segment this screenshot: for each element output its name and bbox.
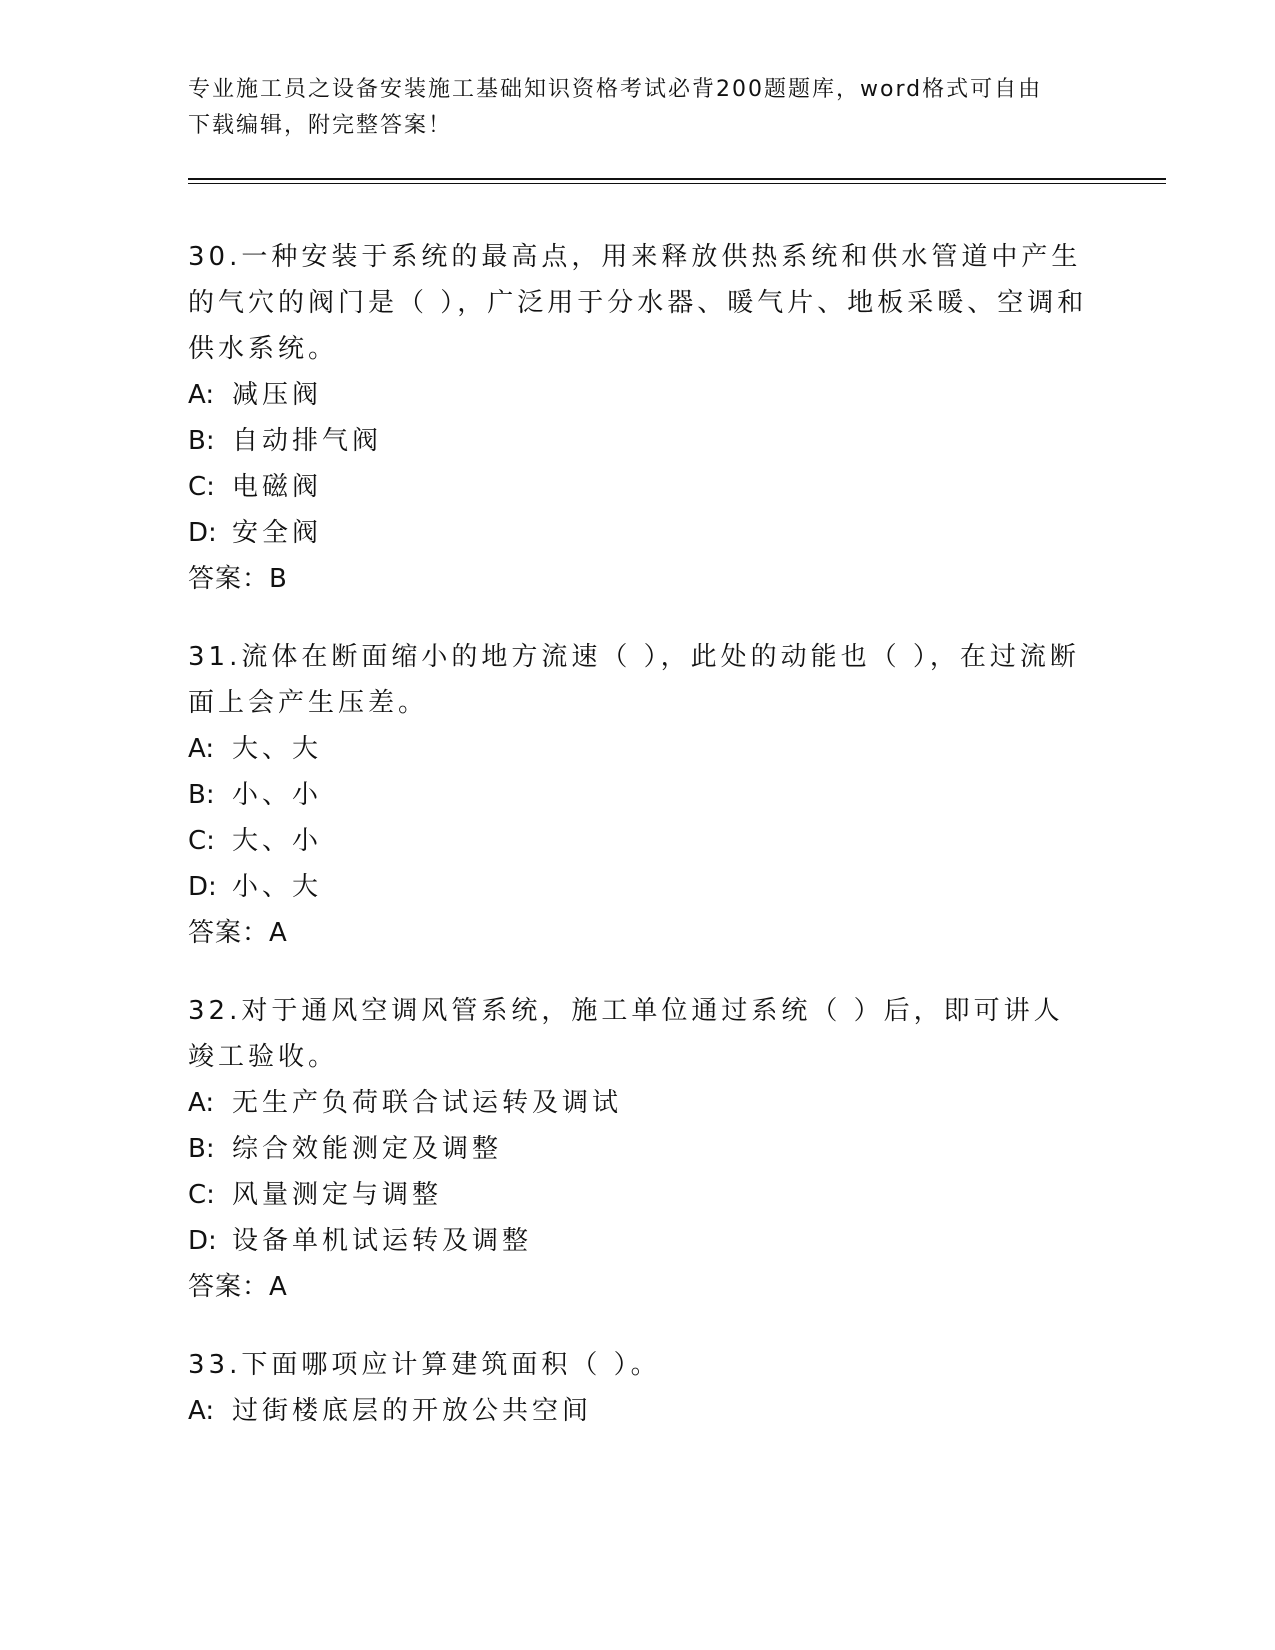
answer-label: 答案：A [188,1272,288,1302]
option-b [188,418,1088,464]
header-divider-thin [188,183,1166,184]
option-text: 无生产负荷联合试运转及调试 [232,1088,623,1118]
option-a [188,726,1088,772]
header-divider-thick [188,178,1166,180]
option-c [188,1172,1088,1218]
option-a [188,1080,1088,1126]
answer-label: 答案：A [188,918,288,948]
option-d [188,864,1088,910]
question-text: 33.下面哪项应计算建筑面积（ ）。 [188,1350,661,1380]
option-a [188,372,1088,418]
option-text: 设备单机试运转及调整 [232,1226,533,1256]
document-header [188,72,1088,144]
option-text: 大、大 [232,734,323,764]
answer-label: 答案：B [188,564,288,594]
option-text: 自动排气阀 [232,426,383,456]
option-letter: A: [188,1088,215,1118]
option-letter: B: [188,780,215,810]
option-letter: B: [188,426,215,456]
option-text: 电磁阀 [232,472,323,502]
option-letter: D: [188,518,217,548]
option-text: 小、大 [232,872,323,902]
question-32 [188,988,1088,1310]
option-b [188,772,1088,818]
question-33 [188,1342,1088,1434]
option-c [188,464,1088,510]
option-letter: D: [188,1226,217,1256]
option-text: 综合效能测定及调整 [232,1134,503,1164]
option-letter: C: [188,1180,215,1210]
question-text: 32.对于通风空调风管系统，施工单位通过系统（ ）后，即可讲人竣工验收。 [188,996,1064,1072]
option-d [188,510,1088,556]
header-line-2: 下载编辑，附完整答案！ [188,113,453,138]
option-text: 小、小 [232,780,323,810]
option-a [188,1388,1088,1434]
option-text: 安全阀 [232,518,323,548]
option-letter: C: [188,472,215,502]
option-text: 过街楼底层的开放公共空间 [232,1396,593,1426]
option-text: 减压阀 [232,380,323,410]
option-c [188,818,1088,864]
option-letter: A: [188,380,215,410]
option-b [188,1126,1088,1172]
option-text: 风量测定与调整 [232,1180,443,1210]
option-letter: B: [188,1134,215,1164]
option-letter: D: [188,872,217,902]
question-list [188,234,1088,1466]
question-30 [188,234,1088,602]
option-letter: C: [188,826,215,856]
option-text: 大、小 [232,826,323,856]
question-31 [188,634,1088,956]
option-letter: A: [188,1396,215,1426]
header-line-1: 专业施工员之设备安装施工基础知识资格考试必背200题题库，word格式可自由 [188,77,1043,102]
question-text: 30.一种安装于系统的最高点，用来释放供热系统和供水管道中产生的气穴的阀门是（ ），广泛用于分水器、暖气片、地板采暖、空调和供水系统。 [188,242,1088,364]
option-d [188,1218,1088,1264]
question-text: 31.流体在断面缩小的地方流速（ ），此处的动能也（ ），在过流断面上会产生压差。 [188,642,1080,718]
option-letter: A: [188,734,215,764]
